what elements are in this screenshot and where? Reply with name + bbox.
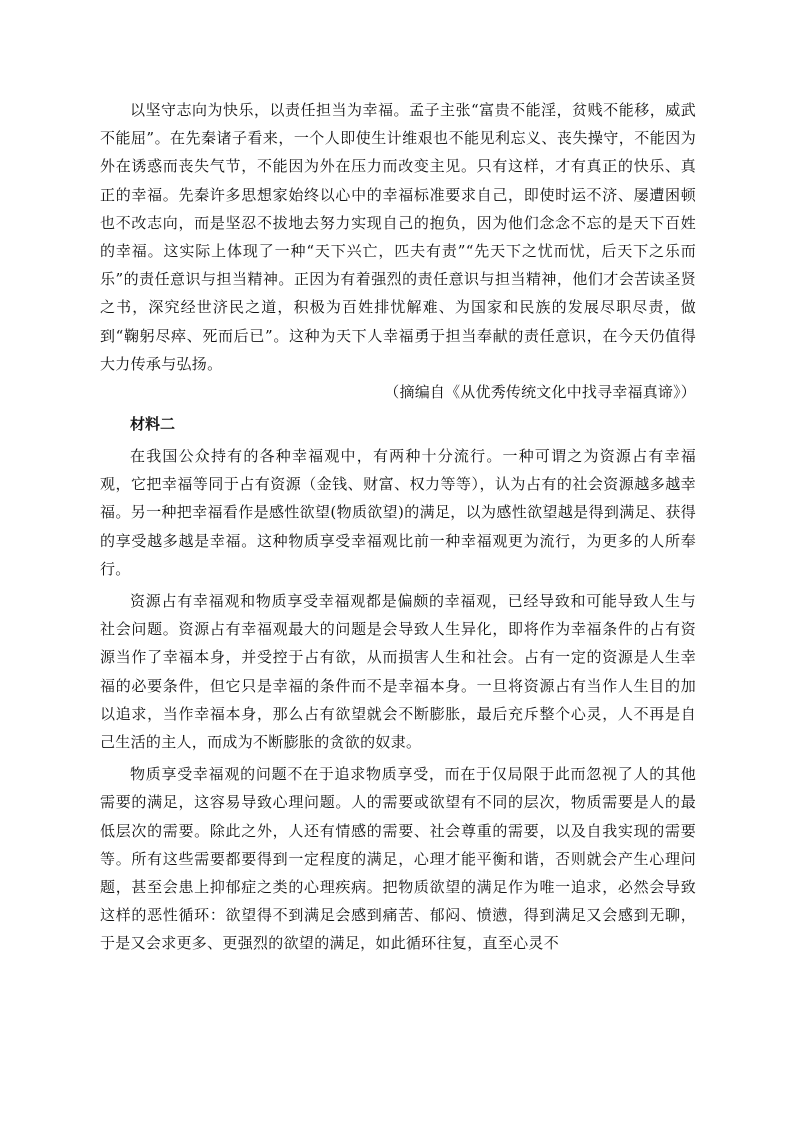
source-citation: （摘编自《从优秀传统文化中找寻幸福真谛》）	[384, 383, 696, 402]
section-heading-material-2: 材料二	[130, 415, 176, 434]
paragraph-4: 物质享受幸福观的问题不在于追求物质享受，而在于仅局限于此而忽视了人的其他需要的满足，这容易导致心理问题。人的需要或欲望有不同的层次，物质需要是人的最低层次的需要。除此之外，人还有情感的需要、社会尊重的需要，以及自我实现的需要等。所有这些需要都要得到一定程度的满足，心理才能平衡和谐，否则就会产生心理问题，甚至会患上抑郁症之类的心理疾病。把物质欲望的满足作为唯一追求，必然会导致这样的恶性循环：欲望得不到满足会感到痛苦、郁闷、愤懑，得到满足又会感到无聊，于是又会求更多、更强烈的欲望的满足，如此循环往复，直至心灵不	[100, 765, 696, 953]
document-body	[100, 96, 696, 958]
paragraph-3: 资源占有幸福观和物质享受幸福观都是偏颇的幸福观，已经导致和可能导致人生与社会问题。资源占有幸福观最大的问题是会导致人生异化，即将作为幸福条件的占有资源当作了幸福本身，并受控于占有欲，从而损害人生和社会。占有一定的资源是人生幸福的必要条件，但它只是幸福的条件而不是幸福本身。一旦将资源占有当作人生目的加以追求，当作幸福本身，那么占有欲望就会不断膨胀，最后充斥整个心灵，人不再是自己生活的主人，而成为不断膨胀的贪欲的奴隶。	[100, 592, 696, 752]
paragraph-2: 在我国公众持有的各种幸福观中，有两种十分流行。一种可谓之为资源占有幸福观，它把幸福等同于占有资源（金钱、财富、权力等等），认为占有的社会资源越多越幸福。另一种把幸福看作是感性欲望(物质欲望)的满足，以为感性欲望越是得到满足、获得的享受越多越是幸福。这种物质享受幸福观比前一种幸福观更为流行，为更多的人所奉行。	[100, 447, 696, 578]
paragraph-1: 以坚守志向为快乐，以责任担当为幸福。孟子主张“富贵不能淫，贫贱不能移，威武不能屈”。在先秦诸子看来，一个人即使生计维艰也不能见利忘义、丧失操守，不能因为外在诱惑而丧失气节，不能因为外在压力而改变主见。只有这样，才有真正的快乐、真正的幸福。先秦许多思想家始终以心中的幸福标准要求自己，即使时运不济、屡遭困顿也不改志向，而是坚忍不拔地去努力实现自己的抱负，因为他们念念不忘的是天下百姓的幸福。这实际上体现了一种“天下兴亡，匹夫有责”“先天下之忧而忧，后天下之乐而乐”的责任意识与担当精神。正因为有着强烈的责任意识与担当精神，他们才会苦读圣贤之书，深究经世济民之道，积极为百姓排忧解难、为国家和民族的发展尽职尽责，做到“鞠躬尽瘁、死而后已”。这种为天下人幸福勇于担当奉献的责任意识，在今天仍值得大力传承与弘扬。	[100, 101, 696, 373]
